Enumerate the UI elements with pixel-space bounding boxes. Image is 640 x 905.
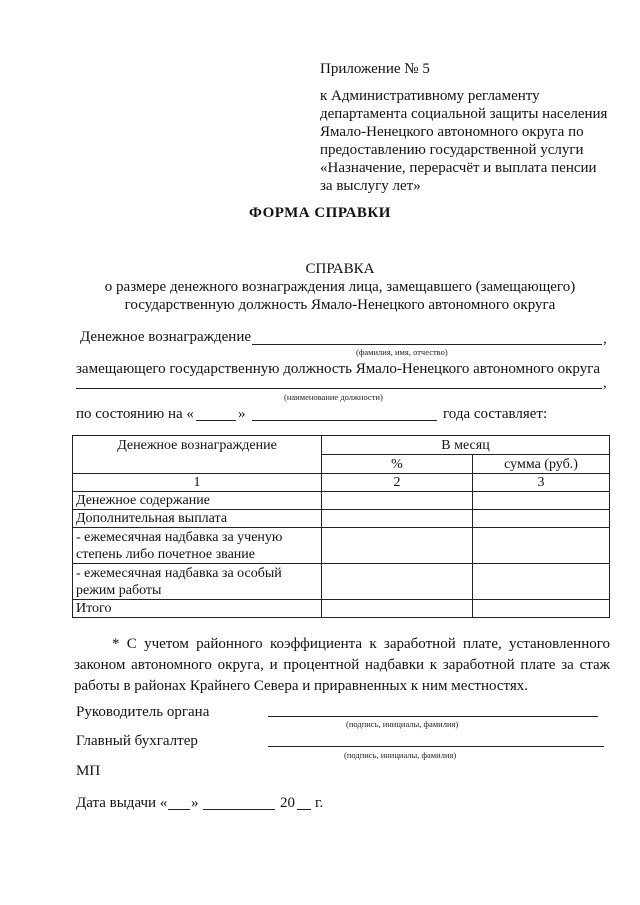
percent-cell[interactable]: [322, 492, 473, 510]
col-header-sum: сумма (руб.): [473, 455, 610, 474]
position-field-line[interactable]: [76, 388, 602, 389]
appendix-line: департамента социальной защиты населения: [320, 106, 608, 122]
sum-cell[interactable]: [473, 564, 610, 600]
day-field-line[interactable]: [196, 420, 236, 421]
position-label: замещающего государственную должность Ямало-Ненецкого автономного округа: [76, 361, 601, 377]
position-caption: (наименование должности): [284, 392, 383, 402]
reward-label: Денежное вознаграждение: [80, 329, 252, 345]
date-mid: »: [238, 406, 246, 422]
row-label: Дополнительная выплата: [73, 510, 322, 528]
comma: ,: [603, 331, 607, 347]
appendix-line: к Административному регламенту: [320, 88, 540, 104]
issue-date-label: Дата выдачи «: [76, 795, 168, 811]
seal-label: МП: [76, 763, 101, 779]
head-caption: (подпись, инициалы, фамилия): [346, 719, 459, 729]
head-signature-line[interactable]: [268, 716, 598, 717]
head-label: Руководитель органа: [76, 704, 210, 720]
accountant-caption: (подпись, инициалы, фамилия): [344, 750, 457, 760]
comma: ,: [603, 375, 607, 391]
accountant-signature-line[interactable]: [268, 746, 604, 747]
table-row: [73, 528, 610, 564]
date-prefix: по состоянию на «: [76, 406, 194, 422]
appendix-line: предоставлению государственной услуги: [320, 142, 584, 158]
percent-cell[interactable]: [322, 510, 473, 528]
issue-day-line[interactable]: [168, 809, 190, 810]
table-row: [73, 600, 610, 618]
col-header-month: В месяц: [322, 436, 610, 455]
col-number: 3: [473, 474, 610, 492]
appendix-line: «Назначение, перерасчёт и выплата пенсии: [320, 160, 597, 176]
table-row: [73, 492, 610, 510]
col-header-reward: Денежное вознаграждение: [73, 436, 322, 474]
form-title: ФОРМА СПРАВКИ: [249, 205, 391, 221]
row-label: - ежемесячная надбавка за ученую степень либо почетное звание: [73, 528, 322, 564]
issue-date-mid: »: [191, 795, 199, 811]
row-label: - ежемесячная надбавка за особый режим работы: [73, 564, 322, 600]
table-row: [73, 510, 610, 528]
percent-cell[interactable]: [322, 600, 473, 618]
footnote-text: * С учетом районного коэффициента к заработной плате, установленного законом автономного округа, и процентной надбавки к заработной плате за стаж работы в районах Крайнего Севера и приравненных к ним местностях.: [74, 636, 610, 694]
row-label: Денежное содержание: [73, 492, 322, 510]
date-suffix: года составляет:: [443, 406, 548, 422]
issue-year-suffix: г.: [315, 795, 324, 811]
col-number: 1: [73, 474, 322, 492]
percent-cell[interactable]: [322, 564, 473, 600]
col-header-percent: %: [322, 455, 473, 474]
accountant-label: Главный бухгалтер: [76, 733, 198, 749]
appendix-line: Ямало-Ненецкого автономного округа по: [320, 124, 584, 140]
reward-table: [72, 435, 610, 618]
certificate-title: СПРАВКА: [305, 261, 375, 277]
issue-year-prefix: 20: [280, 795, 295, 811]
row-label: Итого: [73, 600, 322, 618]
appendix-line: за выслугу лет»: [320, 178, 421, 194]
name-field-line[interactable]: [252, 344, 602, 345]
sum-cell[interactable]: [473, 492, 610, 510]
certificate-subtitle: о размере денежного вознаграждения лица, замещавшего (замещающего): [104, 279, 576, 295]
col-number: 2: [322, 474, 473, 492]
issue-month-line[interactable]: [203, 809, 275, 810]
issue-year-line[interactable]: [297, 809, 311, 810]
month-field-line[interactable]: [252, 420, 437, 421]
sum-cell[interactable]: [473, 528, 610, 564]
sum-cell[interactable]: [473, 600, 610, 618]
appendix-title: Приложение № 5: [320, 61, 430, 77]
table-row: [73, 564, 610, 600]
footnote: [74, 634, 610, 697]
percent-cell[interactable]: [322, 528, 473, 564]
certificate-subtitle: государственную должность Ямало-Ненецкого автономного округа: [124, 297, 556, 313]
sum-cell[interactable]: [473, 510, 610, 528]
name-caption: (фамилия, имя, отчество): [356, 347, 448, 357]
